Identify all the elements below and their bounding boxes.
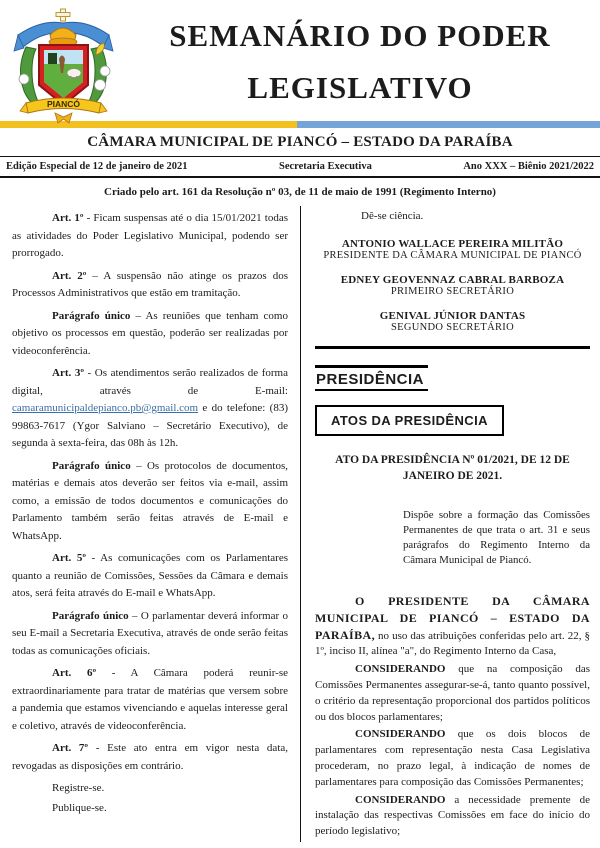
- closing-publique: Publique-se.: [52, 801, 107, 814]
- accent-bar-blue: [297, 121, 600, 128]
- act-summary: Dispõe sobre a formação das Comissões Permanentes de que trata o art. 31 e seus parágrafos do Regimento Interno da Câmara Municipal de Piancó.: [403, 509, 590, 566]
- considerando-2: CONSIDERANDO que os dois blocos de parlamentares com representação nesta Casa Legislativa procederam, no prazo legal, à indicação de nomes de parlamentares para composição das Comissões Permanentes;: [315, 728, 590, 788]
- right-column: [300, 206, 600, 842]
- left-column: [0, 206, 300, 842]
- edition-department: Secretaria Executiva: [279, 161, 372, 172]
- section-box-atos: ATOS DA PRESIDÊNCIA: [315, 405, 504, 436]
- org-name: CÂMARA MUNICIPAL DE PIANCÓ – ESTADO DA PARAÍBA: [87, 134, 513, 150]
- edition-date: Edição Especial de 12 de janeiro de 2021: [6, 161, 188, 172]
- edition-year: Ano XXX – Biênio 2021/2022: [463, 161, 594, 172]
- closing-registre: Registre-se.: [52, 782, 105, 794]
- science-note: Dê-se ciência.: [361, 210, 424, 222]
- signatory-second-secretary: GENIVAL JÚNIOR DANTAS SEGUNDO SECRETÁRIO: [379, 310, 526, 333]
- act-title: ATO DA PRESIDÊNCIA Nº 01/2021, DE 12 DE JANEIRO DE 2021.: [335, 454, 570, 482]
- act-preamble: O PRESIDENTE DA CÂMARA MUNICIPAL DE PIANCÓ – ESTADO DA PARAÍBA, no uso das atribuições conferidas pelo art. 22, § 1º, inciso II, alínea "a", do Regimento Interno da Casa,: [315, 594, 590, 658]
- masthead-title-line1: SEMANÁRIO DO PODER: [169, 18, 551, 53]
- section-heading-presidencia: PRESIDÊNCIA: [315, 365, 428, 391]
- section-separator: [315, 346, 590, 349]
- document-body: [0, 206, 600, 838]
- signatory-first-secretary: EDNEY GEOVENNAZ CABRAL BARBOZA PRIMEIRO SECRETÁRIO: [340, 274, 565, 297]
- article-6: Art. 6º - A Câmara poderá reunir-se extraordinariamente para tratar de matérias que versem sobre a pandemia que estamos vivenciando e aquelas interesse geral e coletivo, através de videoconferência.: [12, 667, 288, 732]
- article-2: Art. 2º – A suspensão não atinge os prazos dos Processos Administrativos que estão em tramitação.: [12, 269, 288, 299]
- masthead: [0, 0, 600, 121]
- masthead-title-line2: LEGISLATIVO: [247, 70, 473, 105]
- considerando-1: CONSIDERANDO que na composição das Comissões Permanentes assegurar-se-á, tanto quanto possível, o critério da representação proporcional dos partidos políticos ou dos blocos parlamentares;: [315, 663, 590, 723]
- email-link[interactable]: camaramunicipaldepianco.pb@gmail.com: [12, 402, 199, 414]
- article-2-sole-paragraph: Parágrafo único – As reuniões que tenham como objetivo os processos em questão, poderão ser realizadas por videoconferência.: [12, 309, 288, 357]
- article-5-sole-paragraph: Parágrafo único – O parlamentar deverá informar o seu E-mail a Secretaria Executiva, através de onde serão feitas todas as comunicações oficiais.: [12, 609, 288, 657]
- masthead-title: [125, 10, 595, 114]
- pianco-coat-of-arms-icon: [12, 7, 115, 125]
- signatory-president: ANTONIO WALLACE PEREIRA MILITÃO PRESIDENTE DA CÂMARA MUNICIPAL DE PIANCÓ: [323, 238, 582, 261]
- created-by-line: Criado pelo art. 161 da Resolução nº 03, de 11 de maio de 1991 (Regimento Interno): [104, 186, 496, 198]
- article-1: Art. 1º - Ficam suspensas até o dia 15/01/2021 todas as atividades do Poder Legislativo Municipal, podendo ser prorrogado.: [12, 212, 288, 259]
- article-7: Art. 7º - Este ato entra em vigor nesta data, revogadas as disposições em contrário.: [12, 742, 289, 772]
- article-5: Art. 5º - As comunicações com os Parlamentares quanto a reunião de Comissões, Sessões da Câmara e demais atos, será feita através do E-mail e WhatsApp.: [12, 552, 289, 599]
- edition-info-bar: [0, 156, 600, 178]
- crest-banner-text: PIANCÓ: [46, 99, 81, 109]
- article-3: Art. 3º - Os atendimentos serão realizados de forma digital, através de E-mail: camaramunicipaldepianco.pb@gmail.com e do telefone: (83) 99863-7617 (Ygor Salviano – Secretário Executivo), de segunda à sexta-feira, das 08h às 12h.: [12, 367, 288, 449]
- considerando-3: CONSIDERANDO a necessidade premente de instalação das respectivas Comissões em face do início do período legislativo;: [315, 793, 590, 838]
- article-3-sole-paragraph: Parágrafo único – Os protocolos de documentos, matérias e demais atos deverão ser feitos via e-mail, assim como, a emissão de todos documentos e comunicações do Parlamento também serão feitas através de E-mail e WhatsApp.: [12, 459, 289, 542]
